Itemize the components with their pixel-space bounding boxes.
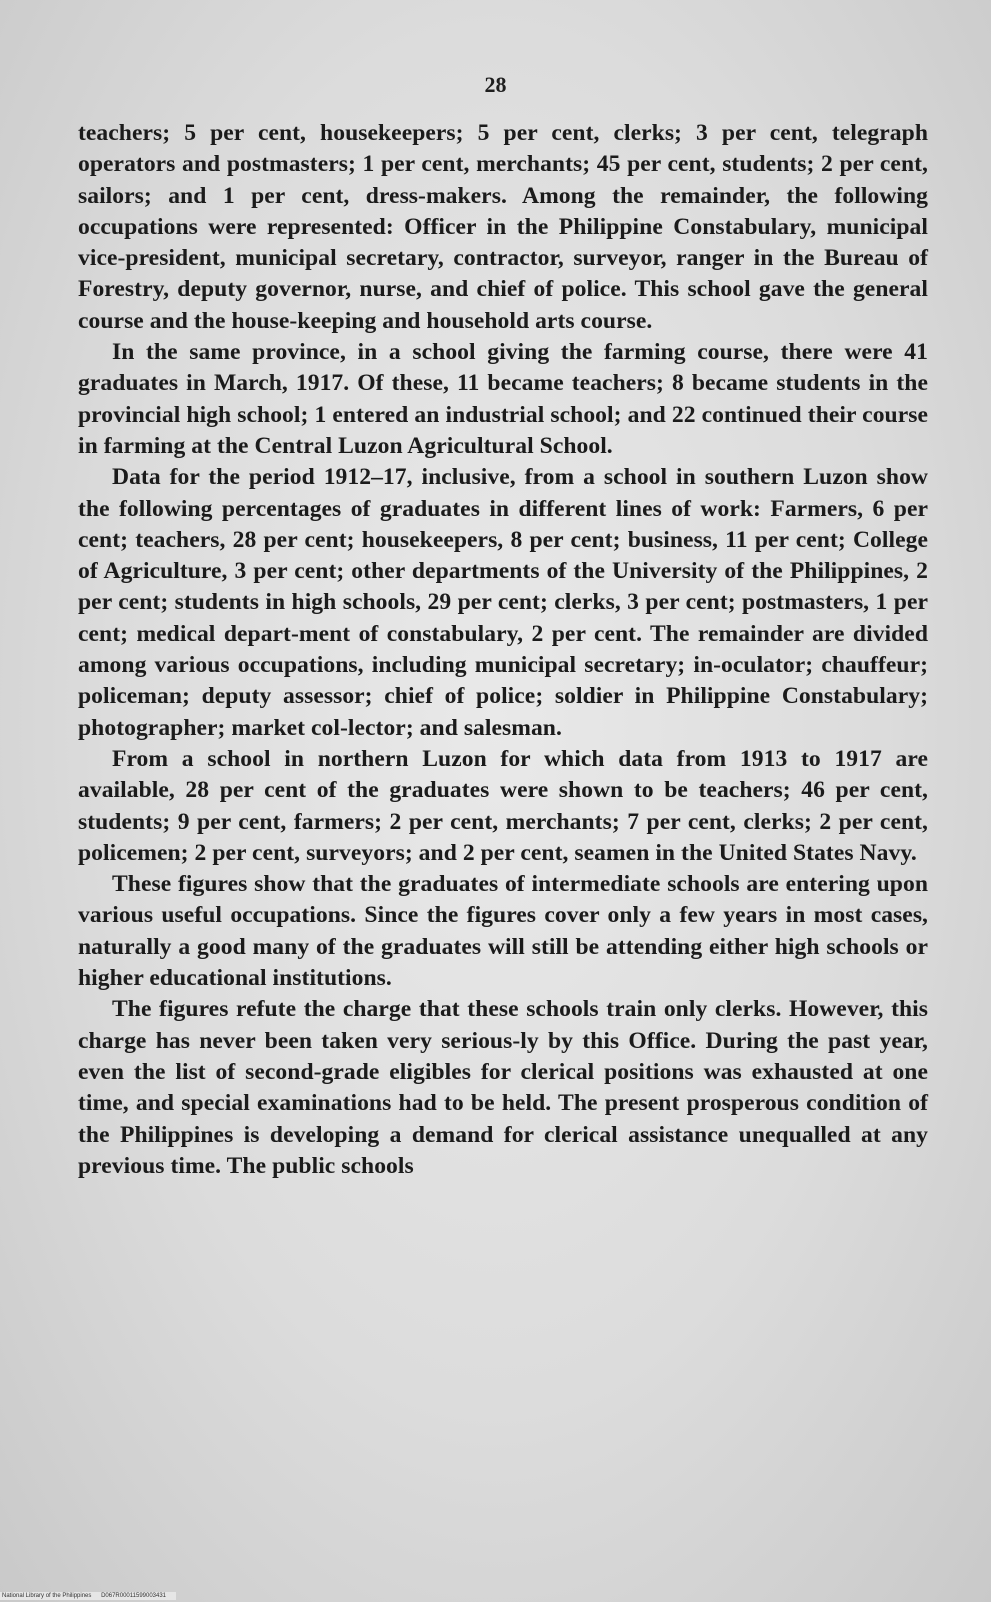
page-number: 28 bbox=[484, 72, 507, 97]
paragraph-southern-luzon: Data for the period 1912–17, inclusive, from a school in southern Luzon show the following percentages of graduates in different lines of work: Farmers, 6 per cent; teachers, 28 per cent; housekeepers, 8 per cent; business, 11 per cent; College of Agriculture, 3 per cent; other departments of the University of the Philippines, 2 per cent; students in high schools, 29 per cent; clerks, 3 per cent; postmasters, 1 per cent; medical depart-ment of constabulary, 2 per cent. The remainder are divided among various occupations, including municipal secretary; in-oculator; chauffeur; policeman; deputy assessor; chief of police; soldier in Philippine Constabulary; photographer; market col-lector; and salesman. bbox=[78, 464, 928, 741]
scan-footer bbox=[0, 1592, 176, 1600]
body-text bbox=[78, 118, 928, 1182]
paragraph-farming-course: In the same province, in a school giving the farming course, there were 41 graduates in March, 1917. Of these, 11 became teachers; 8 became students in the provincial high school; 1 entered an industrial school; and 22 continued their course in farming at the Central Luzon Agricultural School. bbox=[78, 339, 928, 459]
paragraph-figures-summary: These figures show that the graduates of intermediate schools are entering upon various useful occupations. Since the figures cover only a few years in most cases, naturally a good many of the graduates will still be attending either high schools or higher educational institutions. bbox=[78, 871, 928, 992]
footer-institution: National Library of the Philippines bbox=[2, 1593, 92, 1599]
paragraph-occupations-list: teachers; 5 per cent, housekeepers; 5 per cent, clerks; 3 per cent, telegraph operators and postmasters; 1 per cent, merchants; 45 per cent, students; 2 per cent, sailors; and 1 per cent, dress-makers. Among the remainder, the following occupations were represented: Officer in the Philippine Constabulary, municipal vice-president, municipal secretary, contractor, surveyor, ranger in the Bureau of Forestry, deputy governor, nurse, and chief of police. This school gave the general course and the house-keeping and household arts course. bbox=[78, 120, 928, 334]
paragraph-clerks-charge: The figures refute the charge that these schools train only clerks. However, this charge has never been taken very serious-ly by this Office. During the past year, even the list of second-grade eligibles for clerical positions was exhausted at one time, and special examinations had to be held. The present prosperous condition of the Philippines is developing a demand for clerical assistance unequalled at any previous time. The public schools bbox=[78, 996, 928, 1179]
paragraph-northern-luzon: From a school in northern Luzon for which data from 1913 to 1917 are available, 28 per cent of the graduates were shown to be teachers; 46 per cent, students; 9 per cent, farmers; 2 per cent, merchants; 7 per cent, clerks; 2 per cent, policemen; 2 per cent, surveyors; and 2 per cent, seamen in the United States Navy. bbox=[78, 745, 928, 866]
footer-identifier: D067R00011599003431 bbox=[101, 1593, 167, 1599]
